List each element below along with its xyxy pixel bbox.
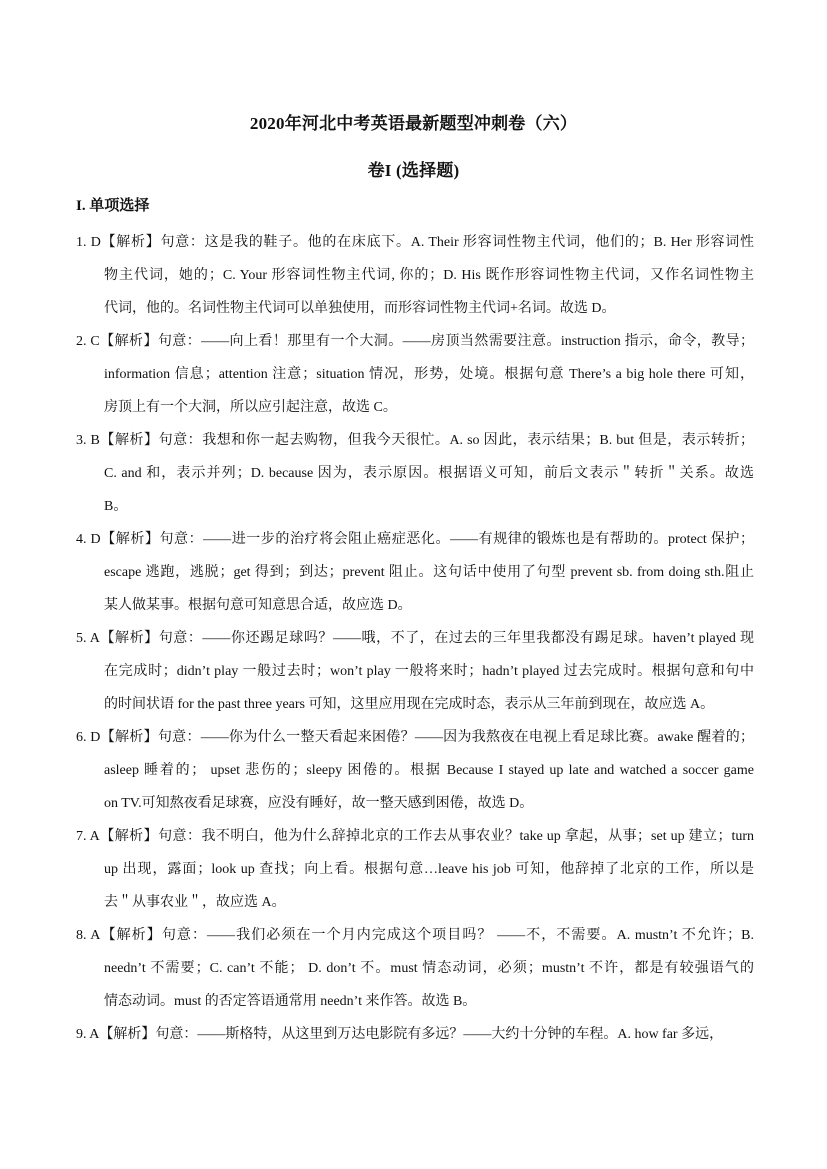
answer-item <box>76 622 754 721</box>
answer-line: 3. B【解析】句意：我想和你一起去购物，但我今天很忙。A. so 因此，表示结果；B. but 但是，表示转折； <box>76 433 754 448</box>
answer-line: C. and 和，表示并列；D. because 因为，表示原因。根据语义可知，前后文表示＂转折＂关系。故选 <box>104 466 754 481</box>
answer-line: asleep 睡着的； upset 悲伤的；sleepy 困倦的。根据 Because I stayed up late and watched a soccer game <box>104 763 754 778</box>
answer-line: 情态动词。must 的否定答语通常用 needn’t 来作答。故选 B。 <box>104 994 477 1009</box>
answer-line: 在完成时；didn’t play 一般过去时；won’t play 一般将来时；hadn’t played 过去完成时。根据句意和句中 <box>104 664 754 679</box>
answer-line: up 出现，露面；look up 查找；向上看。根据句意…leave his job 可知，他辞掉了北京的工作，所以是 <box>104 862 754 877</box>
answer-item <box>76 820 754 919</box>
answer-line: 物主代词，她的；C. Your 形容词性物主代词, 你的；D. His 既作形容词性物主代词，又作名词性物主 <box>104 268 754 283</box>
answer-line: 代词，他的。名词性物主代词可以单独使用，而形容词性物主代词+名词。故选 D。 <box>104 301 616 316</box>
answer-item <box>76 1018 754 1051</box>
answer-line: 去＂从事农业＂，故应选 A。 <box>104 895 286 910</box>
answer-item <box>76 919 754 1018</box>
answer-line: 4. D【解析】句意：——进一步的治疗将会阻止癌症恶化。——有规律的锻炼也是有帮助的。protect 保护； <box>76 532 754 547</box>
answer-line: 6. D【解析】句意：——你为什么一整天看起来困倦？——因为我熬夜在电视上看足球比赛。awake 醒着的； <box>76 730 754 745</box>
answer-line: 7. A【解析】句意：我不明白，他为什么辞掉北京的工作去从事农业？take up 拿起，从事；set up 建立；turn <box>76 829 754 844</box>
answer-line: 5. A【解析】句意：——你还踢足球吗？——哦，不了，在过去的三年里我都没有踢足球。haven’t played 现 <box>76 631 754 646</box>
document-title: 2020年河北中考英语最新题型冲刺卷（六） <box>249 114 578 133</box>
answer-item <box>76 721 754 820</box>
answer-line: 2. C【解析】句意：——向上看！那里有一个大洞。——房顶当然需要注意。instruction 指示，命令，教导； <box>76 334 754 349</box>
answer-line: 8. A【解析】句意：——我们必须在一个月内完成这个项目吗？ ——不，不需要。A. mustn’t 不允许；B. <box>76 928 754 943</box>
answer-item <box>76 325 754 424</box>
answer-line: escape 逃跑，逃脱；get 得到；到达；prevent 阻止。这句话中使用了句型 prevent sb. from doing sth.阻止 <box>104 565 754 580</box>
answer-line: 9. A【解析】句意：——斯格特，从这里到万达电影院有多远？——大约十分钟的车程。A. how far 多远， <box>76 1027 724 1042</box>
answer-line: 的时间状语 for the past three years 可知，这里应用现在完成时态，表示从三年前到现在，故应选 A。 <box>104 697 715 712</box>
answer-item <box>76 424 754 523</box>
answer-line: on TV.可知熬夜看足球赛，应没有睡好，故一整天感到困倦，故选 D。 <box>104 796 534 811</box>
section-heading: I. 单项选择 <box>76 198 150 214</box>
paper-subtitle: 卷I (选择题) <box>367 161 460 180</box>
answer-line: 1. D【解析】句意：这是我的鞋子。他的在床底下。A. Their 形容词性物主代词，他们的；B. Her 形容词性 <box>76 235 754 250</box>
answer-line: 房顶上有一个大洞，所以应引起注意，故选 C。 <box>104 400 397 415</box>
answer-line: 某人做某事。根据句意可知意思合适，故应选 D。 <box>104 598 412 613</box>
answer-item <box>76 226 754 325</box>
answer-line: B。 <box>104 499 128 514</box>
answer-line: needn’t 不需要；C. can’t 不能； D. don’t 不。must 情态动词，必须；mustn’t 不许，都是有较强语气的 <box>104 961 754 976</box>
answer-line: information 信息；attention 注意；situation 情况，形势，处境。根据句意 There’s a big hole there 可知， <box>104 367 754 382</box>
answer-item <box>76 523 754 622</box>
